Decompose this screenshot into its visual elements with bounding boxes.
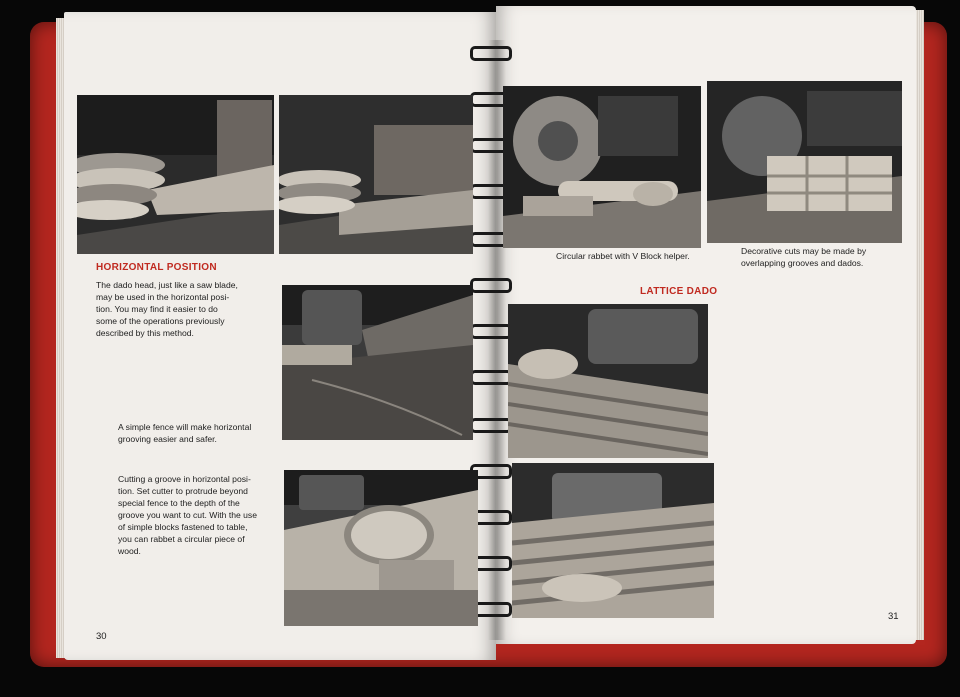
decorative-cuts-photo	[707, 81, 902, 243]
caption-line: of simple blocks fastened to table,	[118, 522, 248, 532]
body-line: described by this method.	[96, 328, 194, 338]
circular-rabbet-photo	[503, 86, 701, 248]
binding-ring	[470, 418, 512, 433]
binding-ring	[470, 370, 512, 385]
lattice-dado-photo-1	[508, 304, 708, 458]
caption-line: tion. Set cutter to protrude beyond	[118, 486, 248, 496]
caption-line: Decorative cuts may be made by	[741, 246, 867, 256]
caption-line: special fence to the depth of the	[118, 498, 240, 508]
horizontal-position-body	[96, 279, 271, 339]
caption-line: grooving easier and safer.	[118, 434, 217, 444]
horizontal-position-heading: HORIZONTAL POSITION	[96, 262, 217, 273]
binding-ring	[470, 324, 512, 339]
caption-line: overlapping grooves and dados.	[741, 258, 864, 268]
caption-line: wood.	[118, 546, 141, 556]
page-number-right: 31	[888, 611, 899, 622]
body-line: some of the operations previously	[96, 316, 225, 326]
decorative-cuts-caption	[741, 245, 901, 269]
circular-groove-photo	[284, 470, 478, 626]
page-number-left: 30	[96, 631, 107, 642]
dado-head-stack-photo	[77, 95, 274, 254]
fence-caption	[118, 421, 278, 445]
groove-caption	[118, 473, 278, 557]
body-line: may be used in the horizontal posi-	[96, 292, 230, 302]
caption-line: groove you want to cut. With the use	[118, 510, 258, 520]
horizontal-fence-photo	[282, 285, 473, 440]
body-line: tion. You may find it easier to do	[96, 304, 218, 314]
lattice-dado-photo-2	[512, 463, 714, 618]
caption-line: A simple fence will make horizontal	[118, 422, 252, 432]
binding-ring	[470, 278, 512, 293]
dado-head-against-fence-photo	[279, 95, 473, 254]
binding-ring	[470, 46, 512, 61]
body-line: The dado head, just like a saw blade,	[96, 280, 238, 290]
circular-rabbet-caption: Circular rabbet with V Block helper.	[556, 251, 690, 261]
caption-line: Cutting a groove in horizontal posi-	[118, 474, 251, 484]
lattice-dado-heading: LATTICE DADO	[640, 286, 718, 297]
caption-line: you can rabbet a circular piece of	[118, 534, 245, 544]
